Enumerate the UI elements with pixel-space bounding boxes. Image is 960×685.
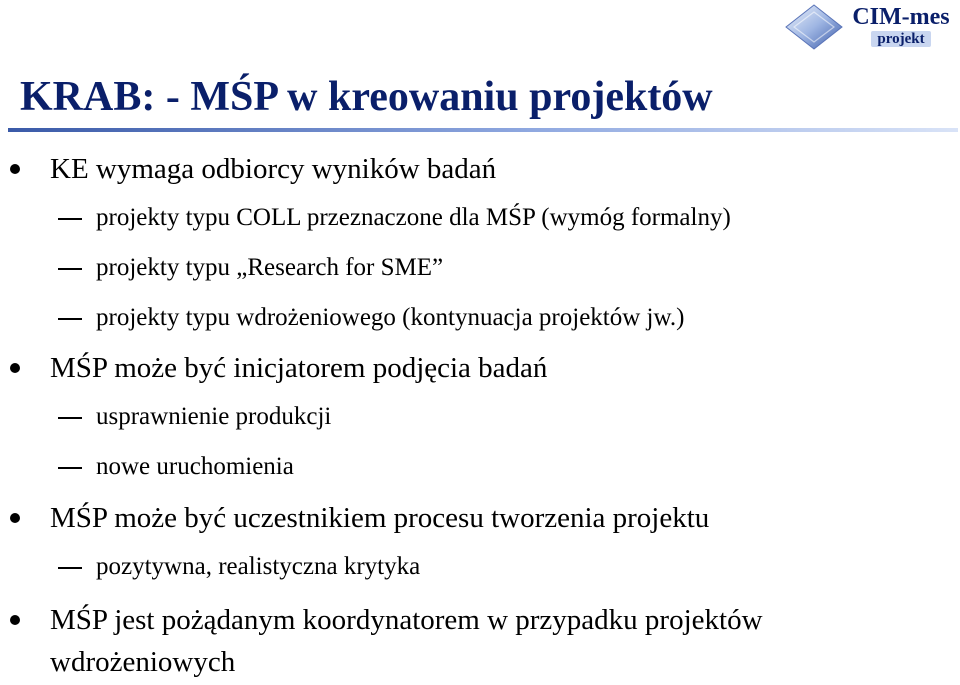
sub-item-text: projekty typu COLL przeznaczone dla MŚP (wymóg formalny) — [96, 204, 731, 231]
dash-icon — [58, 318, 82, 320]
slide-title: KRAB: - MŚP w kreowaniu projektów — [20, 74, 713, 120]
bullet-icon — [10, 615, 20, 625]
logo-brand: CIM-mes — [852, 4, 950, 30]
dash-icon — [58, 567, 82, 569]
dash-icon — [58, 467, 82, 469]
sub-item-text: projekty typu wdrożeniowego (kontynuacja projektów jw.) — [96, 304, 685, 331]
bullet-text: MŚP może być inicjatorem podjęcia badań — [50, 352, 548, 384]
dash-icon — [58, 417, 82, 419]
logo-sub: projekt — [871, 31, 930, 47]
sub-item-text: nowe uruchomienia — [96, 453, 294, 480]
dash-icon — [58, 218, 82, 220]
sub-item-text: pozytywna, realistyczna krytyka — [96, 553, 421, 580]
bullet-icon — [10, 363, 20, 373]
dash-icon — [58, 268, 82, 270]
bullet-text: MŚP może być uczestnikiem procesu tworzenia projektu — [50, 502, 710, 534]
bullet-text: KE wymaga odbiorcy wyników badań — [50, 153, 497, 185]
bullet-icon — [10, 164, 20, 174]
bullet-icon — [10, 513, 20, 523]
sub-item-text: usprawnienie produkcji — [96, 403, 332, 430]
sub-item-text: projekty typu „Research for SME” — [96, 254, 444, 281]
bullet-text: MŚP jest pożądanym koordynatorem w przypadku projektów — [50, 604, 763, 636]
bullet-text-continuation: wdrożeniowych — [50, 646, 236, 678]
